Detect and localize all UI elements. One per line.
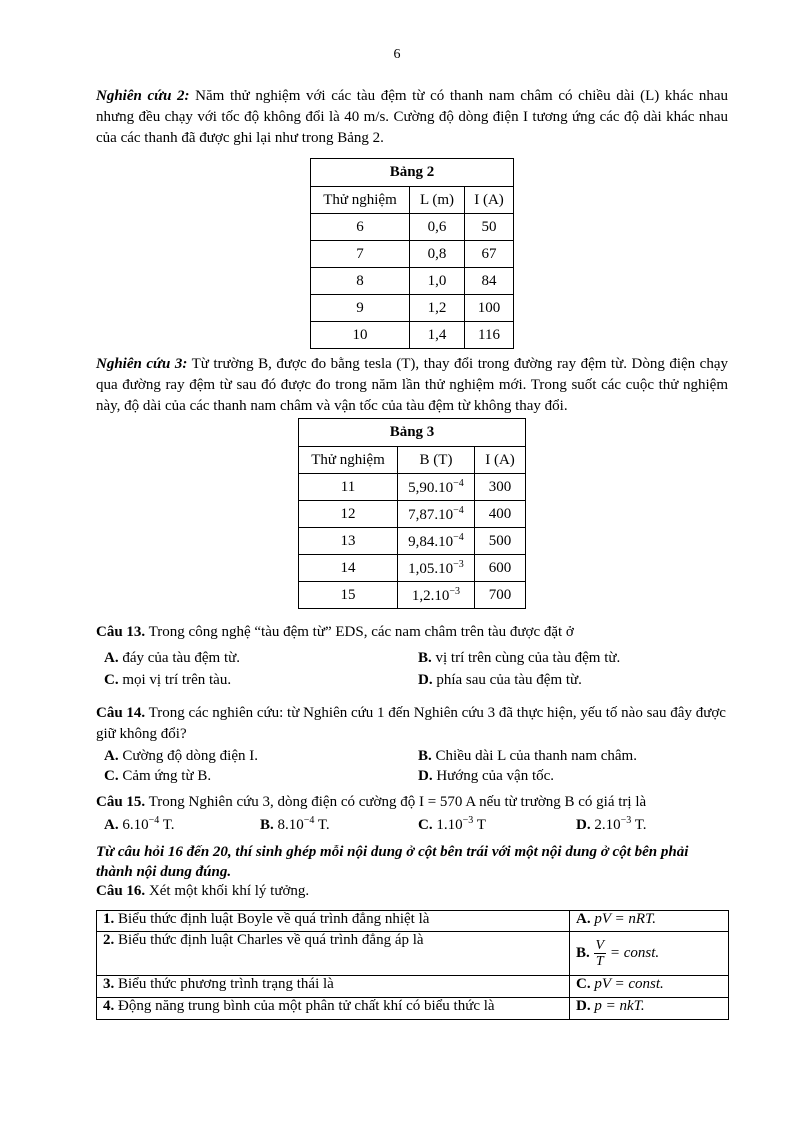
item-key: C. [576,976,591,992]
table-cell [398,582,475,609]
table-cell: 0,8 [410,241,465,268]
table-row [311,241,514,268]
table-cell: 9 [311,295,410,322]
b-exponent: −3 [453,558,464,570]
option-14-c[interactable] [104,768,211,785]
option-unit: T. [314,817,330,833]
table-cell: 1,0 [410,268,465,295]
study-3-paragraph [96,354,728,417]
question-13-text: Trong công nghệ “tàu đệm từ” EDS, các nam châm trên tàu được đặt ở [145,624,574,640]
item-key: B. [576,944,590,961]
item-expression: = const. [606,944,660,961]
question-15-label: Câu 15. [96,794,146,810]
table-row [299,501,526,528]
table-cell: 500 [475,528,526,555]
table-cell: 700 [475,582,526,609]
table-cell: 1,2 [410,295,465,322]
table-row [311,295,514,322]
table-cell: 300 [475,474,526,501]
left-item-1[interactable] [97,911,570,932]
table-cell: 67 [465,241,514,268]
question-14 [96,703,728,745]
item-number: 3. [103,976,115,992]
option-13-a[interactable] [104,650,240,667]
table-row [299,582,526,609]
table-row [97,911,729,932]
option-key: C. [418,817,433,833]
table-cell: 100 [465,295,514,322]
question-14-label: Câu 14. [96,705,146,721]
item-key: A. [576,911,591,927]
item-number: 1. [103,911,115,927]
table-cell: 15 [299,582,398,609]
matching-table [96,910,729,1020]
option-key: A. [104,650,119,666]
right-item-a[interactable] [570,911,729,932]
option-key: D. [418,768,433,784]
table-row [97,932,729,976]
question-14-text: Trong các nghiên cứu: từ Nghiên cứu 1 đến Nghiên cứu 3 đã thực hiện, yếu tố nào sau đây được giữ không đổi? [96,705,726,742]
question-16-text: Xét một khối khí lý tưởng. [145,883,310,899]
study-3-label: Nghiên cứu 3: [96,356,188,372]
b-value: 1,05.10 [408,560,454,577]
table-cell [398,501,475,528]
item-text: Biểu thức định luật Boyle về quá trình đẳng nhiệt là [114,911,430,927]
fraction-numerator: V [595,938,605,953]
option-unit: T. [631,817,647,833]
table-cell: 8 [311,268,410,295]
option-text: Chiều dài L của thanh nam châm. [431,748,637,764]
option-key: C. [104,672,119,688]
table-cell: 6 [311,214,410,241]
item-expression: pV = const. [594,976,664,992]
item-expression: pV = nRT. [594,911,656,927]
option-value: 8.10 [273,817,304,833]
option-text: phía sau của tàu đệm từ. [432,672,582,688]
option-unit: T. [159,817,175,833]
option-15-c[interactable] [418,815,486,834]
table-2-header: L (m) [410,187,465,214]
option-14-b[interactable] [418,748,637,765]
left-item-4[interactable] [97,998,570,1020]
option-value: 1.10 [432,817,463,833]
table-row [311,322,514,349]
table-cell: 0,6 [410,214,465,241]
option-unit: T [473,817,486,833]
table-row [299,474,526,501]
b-exponent: −4 [453,531,464,543]
option-14-d[interactable] [418,768,554,785]
option-key: B. [260,817,274,833]
study-2-label: Nghiên cứu 2: [96,88,190,104]
study-3-text: Từ trường B, được đo bằng tesla (T), thay đổi trong đường ray đệm từ. Dòng điện chạy qua đường ray đệm từ sau đó được đo trong năm lần thử nghiệm mới. Trong suốt các cuộc thử nghiệm này, độ dài của các thanh nam châm và vận tốc của tàu đệm từ không thay đổi. [96,356,728,414]
table-row [97,998,729,1020]
b-exponent: −4 [453,504,464,516]
table-cell: 84 [465,268,514,295]
option-key: B. [418,650,432,666]
option-text: Cường độ dòng điện I. [118,748,258,764]
table-cell: 400 [475,501,526,528]
option-14-a[interactable] [104,748,258,765]
table-3-caption: Bảng 3 [299,419,526,447]
item-expression: p = nkT. [594,998,645,1014]
option-text: đáy của tàu đệm từ. [118,650,241,666]
table-cell [398,555,475,582]
table-cell: 116 [465,322,514,349]
option-key: C. [104,768,119,784]
option-value: 2.10 [590,817,621,833]
option-key: A. [104,748,119,764]
b-value: 1,2.10 [411,587,450,604]
table-2 [310,158,514,349]
b-value: 7,87.10 [408,506,454,523]
fraction-denominator: T [595,954,604,969]
right-item-b[interactable] [570,932,729,976]
option-text: Cảm ứng từ B. [118,768,212,784]
table-2-header: I (A) [465,187,514,214]
table-cell [398,474,475,501]
table-3-header: B (T) [398,447,475,474]
question-13-label: Câu 13. [96,624,146,640]
option-key: D. [576,817,591,833]
option-exponent: −3 [462,815,474,826]
table-3-header: Thử nghiệm [299,447,398,474]
table-cell: 11 [299,474,398,501]
left-item-2[interactable] [97,932,570,976]
option-text: Hướng của vận tốc. [432,768,555,784]
question-15 [96,794,728,811]
option-13-d[interactable] [418,672,582,689]
option-exponent: −4 [303,815,315,826]
option-15-d[interactable] [576,815,647,834]
table-cell: 13 [299,528,398,555]
b-exponent: −4 [453,477,464,489]
table-2-caption: Bảng 2 [311,159,514,187]
table-row [97,976,729,998]
table-cell: 600 [475,555,526,582]
b-value: 5,90.10 [408,479,454,496]
table-cell [398,528,475,555]
option-exponent: −3 [620,815,632,826]
option-exponent: −4 [148,815,160,826]
option-text: mọi vị trí trên tàu. [118,672,232,688]
option-15-b[interactable] [260,815,330,834]
option-value: 6.10 [118,817,149,833]
right-item-d[interactable] [570,998,729,1020]
table-3-header: I (A) [475,447,526,474]
table-cell: 7 [311,241,410,268]
table-row [299,528,526,555]
item-key: D. [576,998,591,1014]
item-number: 4. [103,998,115,1014]
b-exponent: −3 [449,585,461,597]
item-number: 2. [103,932,115,948]
question-15-text: Trong Nghiên cứu 3, dòng điện có cường độ I = 570 A nếu từ trường B có giá trị là [145,794,647,810]
item-text: Động năng trung bình của một phân tử chất khí có biểu thức là [114,998,495,1014]
table-cell: 10 [311,322,410,349]
table-row [299,555,526,582]
option-key: B. [418,748,432,764]
matching-instruction: Từ câu hỏi 16 đến 20, thí sinh ghép mỗi nội dung ở cột bên trái với một nội dung ở cột bên phải thành nội dung đúng. [96,844,689,880]
item-text: Biểu thức phương trình trạng thái là [114,976,334,992]
question-16-label: Câu 16. [96,883,146,899]
fraction [594,938,607,969]
option-13-b[interactable] [418,650,620,667]
table-row [311,268,514,295]
b-value: 9,84.10 [408,533,454,550]
item-text: Biểu thức định luật Charles về quá trình đẳng áp là [114,932,424,948]
table-cell: 14 [299,555,398,582]
table-row [311,214,514,241]
option-key: A. [104,817,119,833]
question-13 [96,624,728,641]
study-2-text: Năm thử nghiệm với các tàu đệm từ có thanh nam châm có chiều dài (L) khác nhau nhưng đều chạy với tốc độ không đổi là 40 m/s. Cường độ dòng điện I tương ứng các độ dài khác nhau của các thanh đã được ghi lại như trong Bảng 2. [96,88,728,146]
table-cell: 12 [299,501,398,528]
left-item-3[interactable] [97,976,570,998]
option-key: D. [418,672,433,688]
right-item-c[interactable] [570,976,729,998]
study-2-paragraph [96,86,728,149]
page-number: 6 [393,47,401,62]
question-16 [96,883,728,900]
table-cell: 1,4 [410,322,465,349]
option-13-c[interactable] [104,672,231,689]
option-15-a[interactable] [104,815,175,834]
table-3 [298,418,526,609]
option-text: vị trí trên cùng của tàu đệm từ. [431,650,621,666]
table-cell: 50 [465,214,514,241]
table-2-header: Thử nghiệm [311,187,410,214]
